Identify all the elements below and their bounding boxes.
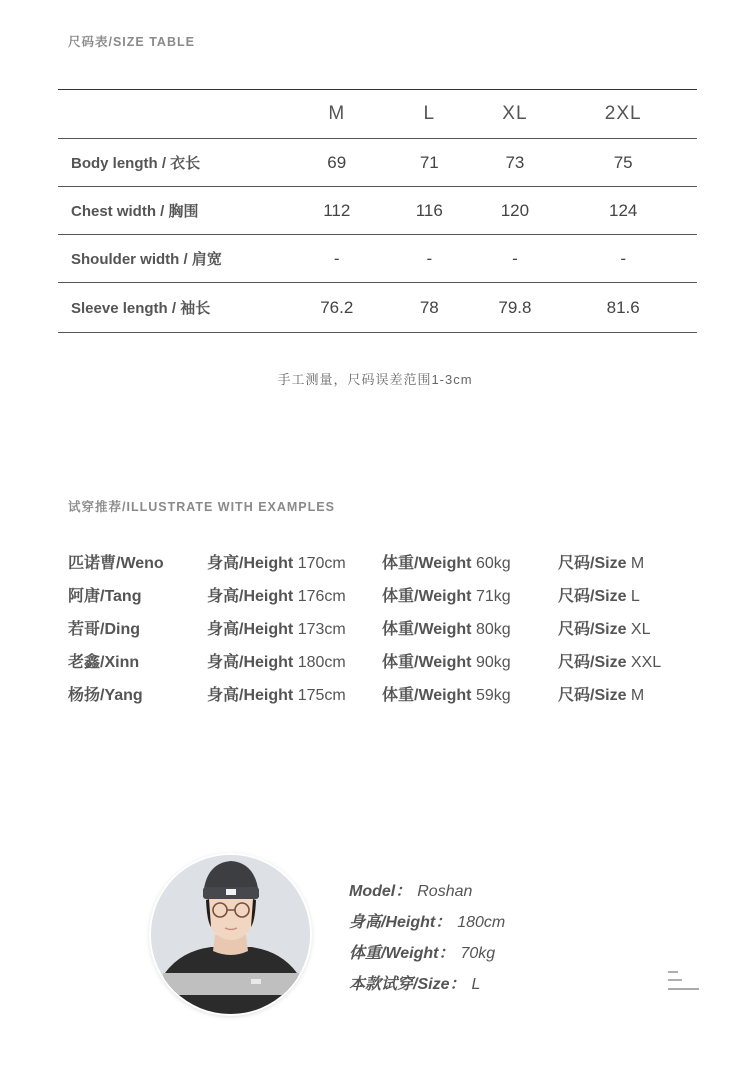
height-value: 173cm [297,621,346,638]
weight-field [382,649,511,672]
weight-label: 体重/Weight [382,687,472,704]
table-cell: - [426,248,433,268]
list-item [68,649,708,682]
weight-field [382,616,511,639]
height-field [207,616,346,639]
model-info [349,878,505,1002]
size-label: 尺码/Size [558,588,627,605]
weight-field [382,550,511,573]
model-size-label: 本款试穿/Size： [349,976,466,993]
height-label: 身高/Height [207,588,294,605]
weight-value: 60kg [475,555,511,572]
column-header-l: L [423,103,436,124]
height-value: 175cm [297,687,346,704]
table-cell: 78 [419,297,439,317]
table-cell: 76.2 [320,297,354,317]
size-value: XXL [630,654,662,671]
size-table [58,89,697,333]
height-field [207,550,346,573]
size-label: 尺码/Size [558,687,627,704]
size-field [558,550,644,573]
table-cell: 71 [419,152,439,172]
table-cell: 124 [608,200,638,220]
column-header-m: M [328,103,346,124]
table-header-row [58,90,697,139]
table-row [58,283,697,333]
column-header-xl: XL [502,103,528,124]
column-header-2xl: 2XL [604,103,642,124]
table-cell: - [512,248,518,268]
size-table-title: 尺码表/SIZE TABLE [68,35,195,49]
examples-list [68,550,708,715]
size-field [558,616,651,639]
size-value: M [630,687,645,704]
model-photo-icon [151,855,310,1014]
model-avatar [151,855,310,1014]
model-size: L [471,976,481,993]
model-weight-row [349,940,505,971]
table-cell: 75 [613,152,633,172]
size-value: L [630,588,640,605]
row-label: Sleeve length / 袖长 [71,300,211,317]
model-height-row [349,909,505,940]
height-label: 身高/Height [207,621,294,638]
table-cell: 116 [415,200,443,220]
list-item [68,616,708,649]
model-name-row [349,878,505,909]
person-name: 匹诺曹/Weno [68,555,164,572]
height-field [207,583,346,606]
person-name: 老鑫/Xinn [68,654,140,671]
height-field [207,682,346,705]
person-name: 若哥/Ding [68,621,140,638]
model-name-label: Model： [349,883,412,900]
model-height: 180cm [457,914,506,931]
weight-label: 体重/Weight [382,588,472,605]
table-cell: 120 [500,200,530,220]
weight-value: 71kg [475,588,511,605]
height-value: 170cm [297,555,346,572]
size-field [558,649,661,672]
table-row [58,235,697,283]
size-field [558,583,640,606]
size-label: 尺码/Size [558,654,627,671]
model-size-row [349,971,505,1002]
weight-value: 90kg [475,654,511,671]
table-cell: - [620,248,627,268]
model-name: Roshan [417,883,473,900]
weight-label: 体重/Weight [382,555,472,572]
size-field [558,682,644,705]
size-value: M [630,555,645,572]
row-label: Shoulder width / 肩宽 [71,251,222,268]
person-name: 阿唐/Tang [68,588,142,605]
table-cell: 79.8 [498,297,532,317]
weight-field [382,682,511,705]
table-cell: - [333,248,340,268]
model-height-label: 身高/Height： [349,914,452,931]
height-label: 身高/Height [207,687,294,704]
size-label: 尺码/Size [558,555,627,572]
table-cell: 69 [327,152,347,172]
table-cell: 73 [505,152,525,172]
height-value: 180cm [297,654,346,671]
weight-value: 59kg [475,687,511,704]
table-row [58,139,697,187]
height-label: 身高/Height [207,555,294,572]
height-field [207,649,346,672]
weight-label: 体重/Weight [382,621,472,638]
row-label: Chest width / 胸围 [71,203,199,220]
height-label: 身高/Height [207,654,294,671]
person-name: 杨扬/Yang [68,687,143,704]
examples-title: 试穿推荐/ILLUSTRATE WITH EXAMPLES [68,500,335,514]
weight-value: 80kg [475,621,511,638]
weight-field [382,583,511,606]
list-item [68,550,708,583]
height-value: 176cm [297,588,346,605]
model-weight: 70kg [460,945,496,962]
list-item [68,682,708,715]
row-label: Body length / 衣长 [71,155,201,172]
size-value: XL [630,621,651,638]
measurement-note: 手工测量，尺码误差范围1-3cm [277,372,473,387]
table-row [58,187,697,235]
list-item [68,583,708,616]
model-weight-label: 体重/Weight： [349,945,455,962]
table-cell: 112 [323,200,351,220]
weight-label: 体重/Weight [382,654,472,671]
size-label: 尺码/Size [558,621,627,638]
table-cell: 81.6 [606,297,640,317]
menu-lines-icon [668,970,699,992]
